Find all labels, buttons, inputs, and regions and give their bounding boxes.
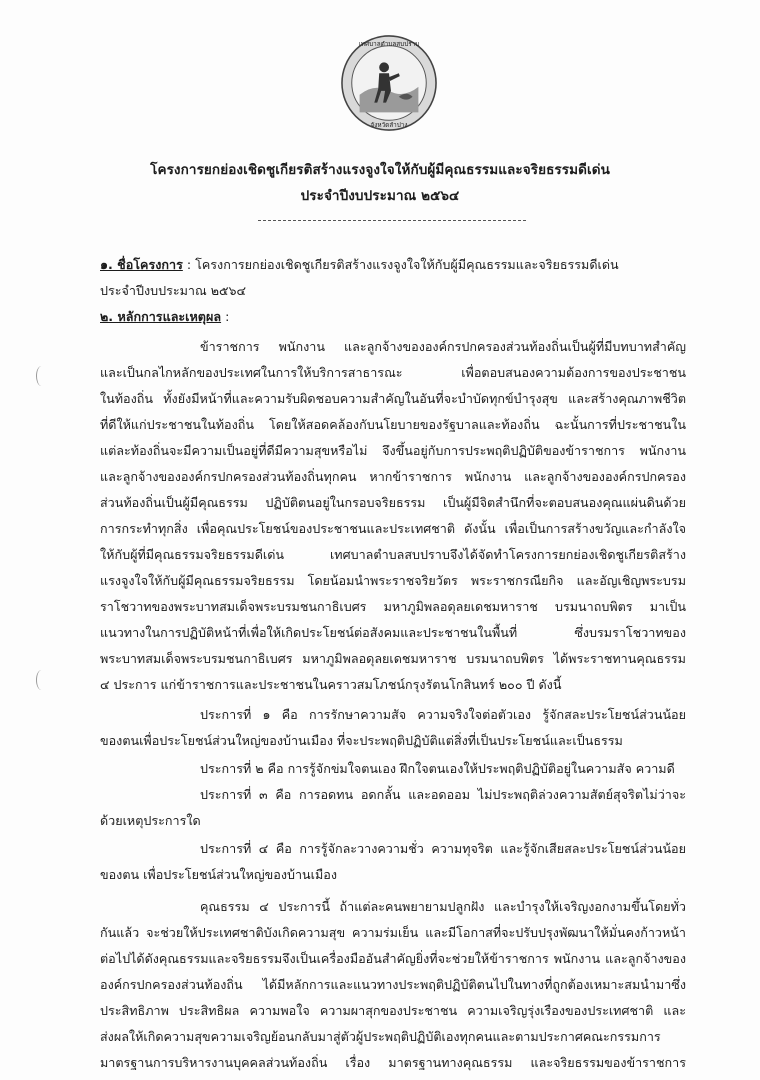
closing-line: คุณธรรม ๔ ประการนี้ ถ้าแต่ละคนพยายามปลูกฝัง และบำรุงให้เจริญงอกงามขึ้นโดยทั่ว: [200, 899, 686, 914]
body-line: และเป็นกลไกหลักของประเทศในการให้บริการสาธารณะ เพื่อตอบสนองความต้องการของประชาชน: [100, 365, 686, 380]
closing-line: ส่งผลให้เกิดความสุขความเจริญย้อนกลับมาสู่ตัวผู้ประพฤติปฏิบัติเองทุกคนและตามประกาศคณะกรรมการ: [100, 1029, 661, 1044]
body-line: และลูกจ้างขององค์กรปกครองส่วนท้องถิ่นทุกคน หากข้าราชการ พนักงาน และลูกจ้างขององค์กรปกครอง: [100, 469, 686, 484]
body-line: แต่ละท้องถิ่นจะมีความเป็นอยู่ที่ดีมีความสุขหรือไม่ จึงขึ้นอยู่กับการประพฤติปฏิบัติของข้าราชการ พนักงาน: [100, 443, 686, 458]
document-subtitle: ประจำปีงบประมาณ ๒๕๖๔: [300, 188, 460, 204]
logo-top-text: เทศบาลตำบลสบปราบ: [358, 39, 420, 48]
virtue-line: ประการที่ ๔ คือ การรู้จักละวางความชั่ว ความทุจริต และรู้จักเสียสละประโยชน์ส่วนน้อย: [200, 841, 686, 856]
virtue-line: ของตนเพื่อประโยชน์ส่วนใหญ่ของบ้านเมือง ที่จะประพฤติปฏิบัติแต่สิ่งที่เป็นประโยชน์และเป็นธรรม: [100, 733, 623, 748]
closing-line: กันแล้ว จะช่วยให้ประเทศชาติบังเกิดความสุข ความร่มเย็น และมีโอกาสที่จะปรับปรุงพัฒนาให้มั่นคงก้าวหน้า: [100, 925, 686, 940]
section2-heading-line: [100, 308, 229, 326]
section1-line1: [100, 256, 619, 274]
body-line: ที่ดีให้แก่ประชาชนในท้องถิ่น โดยให้สอดคล้องกับนโยบายของรัฐบาลและท้องถิ่น ฉะนั้นการที่ประชาชนใน: [100, 417, 686, 432]
closing-line: มาตรฐานการบริหารงานบุคคลส่วนท้องถิ่น เรื่อง มาตรฐานทางคุณธรรม และจริยธรรมของข้าราชการ: [100, 1055, 686, 1070]
document-title: โครงการยกย่องเชิดชูเกียรติสร้างแรงจูงใจให้กับผู้มีคุณธรรมและจริยธรรมดีเด่น: [150, 162, 610, 178]
closing-line: ต่อไปได้ดังคุณธรรมและจริยธรรมจึงเป็นเครื่องมืออันสำคัญยิ่งที่จะช่วยให้ข้าราชการ พนักงาน และลูกจ้างของ: [100, 951, 686, 966]
body-line: ส่วนท้องถิ่นเป็นผู้มีคุณธรรม ปฏิบัติตนอยู่ในกรอบจริยธรรม เป็นผู้มีจิตสำนึกที่จะตอบสนองคุณแผ่นดินด้วย: [100, 495, 686, 510]
body-line: แนวทางในการปฏิบัติหน้าที่เพื่อให้เกิดประโยชน์ต่อสังคมและประชาชนในพื้นที่ ซึ่งบรมราโชวาทของ: [100, 625, 686, 640]
closing-line: องค์กรปกครองส่วนท้องถิ่น ได้มีหลักการและแนวทางประพฤติปฏิบัติตนไปในทางที่ถูกต้องเหมาะสมนำมาซึ่ง: [100, 977, 686, 992]
title-divider: [258, 220, 526, 221]
virtue-line: ประการที่ ๓ คือ การอดทน อดกลั้น และอดออม ไม่ประพฤติล่วงความสัตย์สุจริตไม่ว่าจะ: [200, 787, 686, 802]
section1-line2: ประจำปีงบประมาณ ๒๕๖๔: [100, 283, 247, 298]
body-line: ๔ ประการ แก่ข้าราชการและประชาชนในคราวสมโภชน์กรุงรัตนโกสินทร์ ๒๐๐ ปี ดังนี้: [100, 677, 562, 692]
punch-hole-mark: [36, 366, 47, 386]
body-line: แรงจูงใจให้กับผู้มีคุณธรรมจริยธรรม โดยน้อมนำพระราชจริยวัตร พระราชกรณียกิจ และอัญเชิญพระบรม: [100, 573, 686, 588]
section1-heading: ๑. ชื่อโครงการ: [100, 257, 183, 272]
virtue-line: ประการที่ ๑ คือ การรักษาความสัจ ความจริงใจต่อตัวเอง รู้จักสละประโยชน์ส่วนน้อย: [200, 707, 686, 722]
section2-heading: ๒. หลักการและเหตุผล: [100, 309, 222, 324]
section2-colon: :: [221, 309, 230, 324]
section1-text: : โครงการยกย่องเชิดชูเกียรติสร้างแรงจูงใจให้กับผู้มีคุณธรรมและจริยธรรมดีเด่น: [182, 257, 619, 272]
body-line: ในท้องถิ่น ทั้งยังมีหน้าที่และความรับผิดชอบความสำคัญในอันที่จะบำบัดทุกข์บำรุงสุข และสร้างคุณภาพชีวิต: [100, 391, 686, 406]
virtue-line: ด้วยเหตุประการใด: [100, 813, 201, 828]
virtue-line: ของตน เพื่อประโยชน์ส่วนใหญ่ของบ้านเมือง: [100, 867, 337, 882]
logo-text-arc: [340, 34, 438, 132]
body-line: ข้าราชการ พนักงาน และลูกจ้างขององค์กรปกครองส่วนท้องถิ่นเป็นผู้ที่มีบทบาทสำคัญ: [200, 339, 686, 354]
body-line: พระบาทสมเด็จพระบรมชนกาธิเบศร มหาภูมิพลอดุลยเดชมหาราช บรมนาถบพิตร ได้พระราชทานคุณธรรม: [100, 651, 686, 666]
closing-line: ประสิทธิภาพ ประสิทธิผล ความพอใจ ความผาสุกของประชาชน ความเจริญรุ่งเรืองของประเทศชาติ และ: [100, 1003, 686, 1018]
body-line: ราโชวาทของพระบาทสมเด็จพระบรมชนกาธิเบศร มหาภูมิพลอดุลยเดชมหาราช บรมนาถบพิตร มาเป็น: [100, 599, 686, 614]
body-line: การกระทำทุกสิ่ง เพื่อคุณประโยชน์ของประชาชนและประเทศชาติ ดังนั้น เพื่อเป็นการสร้างขวัญและกำลังใจ: [100, 521, 686, 536]
punch-hole-mark: [36, 670, 47, 690]
logo-bottom-text: จังหวัดลำปาง: [370, 121, 408, 130]
virtue-line: ประการที่ ๒ คือ การรู้จักข่มใจตนเอง ฝึกใจตนเองให้ประพฤติปฏิบัติอยู่ในความสัจ ความดี: [200, 761, 675, 776]
body-line: ให้กับผู้ที่มีคุณธรรมจริยธรรมดีเด่น เทศบาลตำบลสบปราบจึงได้จัดทำโครงการยกย่องเชิดชูเกียรติสร้าง: [100, 547, 686, 562]
